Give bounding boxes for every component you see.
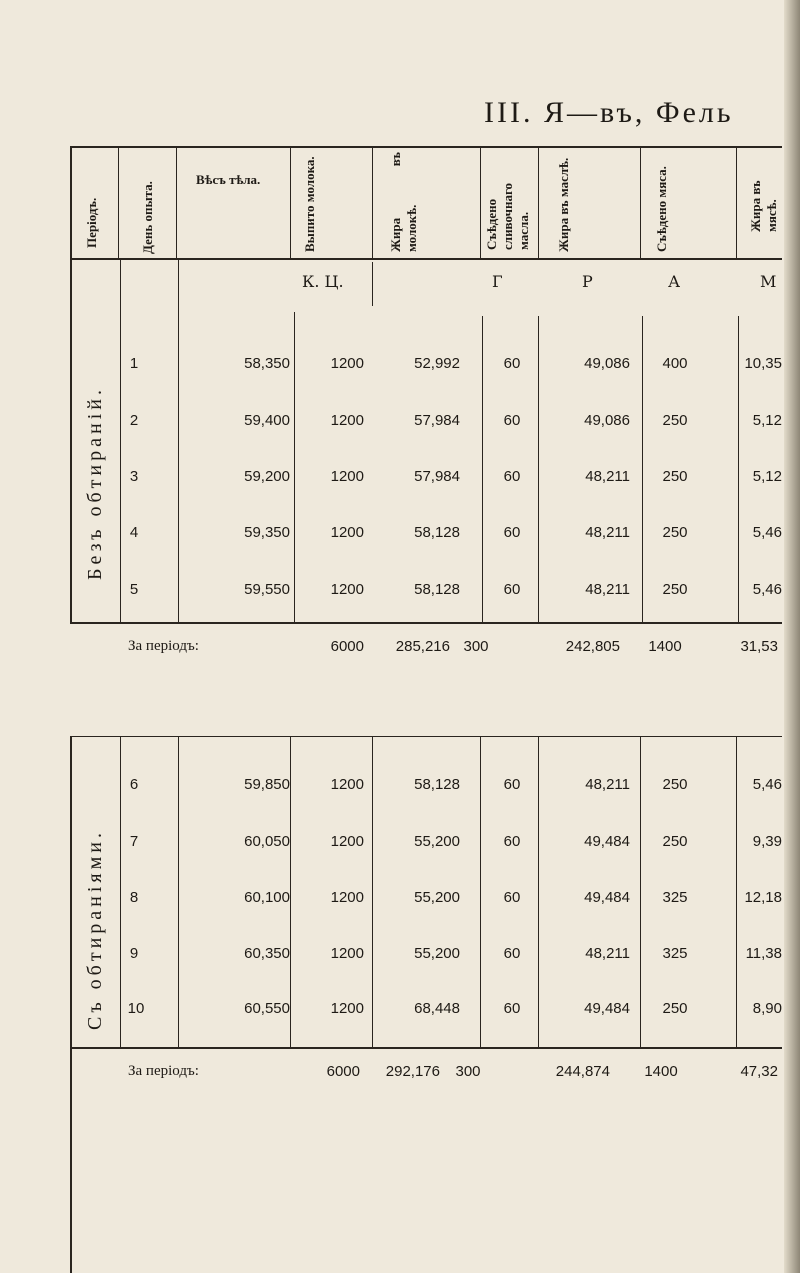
rule-period1-total — [70, 622, 782, 624]
cell-meat-fat: 12,18 — [744, 889, 782, 906]
cell-butter-fat: 48,211 — [585, 581, 630, 598]
rule-col-v — [640, 736, 641, 1047]
cell-weight: 60,050 — [244, 833, 290, 850]
total-butter-fat: 244,874 — [555, 1063, 610, 1080]
rule-col-v — [176, 146, 177, 258]
cell-day: 3 — [129, 468, 139, 485]
total-label: За періодъ: — [128, 1063, 199, 1079]
rule-col-v — [482, 316, 483, 622]
rule-col-v — [294, 312, 295, 622]
header-period: Періодъ. — [84, 197, 99, 248]
cell-milk-fat: 57,984 — [414, 468, 460, 485]
rule-col-v — [178, 260, 179, 622]
total-milk: 6000 — [326, 1063, 360, 1080]
cell-weight: 59,400 — [244, 412, 290, 429]
rule-col-v — [70, 260, 72, 622]
cell-meat-fat: 10,35 — [744, 355, 782, 372]
cell-day: 8 — [129, 889, 139, 906]
cell-milk-fat: 57,984 — [414, 412, 460, 429]
rule-col-v — [290, 736, 291, 1047]
period2-label: Съ обтираніями. — [84, 829, 106, 1030]
cell-milk: 1200 — [330, 412, 364, 429]
unit-g3: А — [668, 272, 681, 291]
cell-milk: 1200 — [330, 581, 364, 598]
cell-day: 2 — [129, 412, 139, 429]
rule-col-v — [642, 316, 643, 622]
header-milk-fat: Жира въ молокѣ. — [388, 152, 419, 252]
cell-milk: 1200 — [330, 833, 364, 850]
cell-weight: 59,350 — [244, 524, 290, 541]
total-butter-fat: 242,805 — [565, 638, 620, 655]
cell-meat-fat: 5,46 — [752, 776, 782, 793]
unit-g4: М — [760, 272, 777, 291]
rule-header-bottom — [70, 258, 782, 260]
cell-butter-fat: 49,484 — [584, 889, 630, 906]
rule-col-v — [640, 146, 641, 258]
rule-col-v — [538, 146, 539, 258]
rule-col-v — [290, 146, 291, 258]
total-milk-fat: 285,216 — [395, 638, 450, 655]
rule-col-v — [120, 260, 121, 622]
cell-day: 10 — [127, 1000, 145, 1017]
total-milk-fat: 292,176 — [385, 1063, 440, 1080]
cell-butter-fat: 48,211 — [585, 524, 630, 541]
cell-milk-fat: 58,128 — [414, 581, 460, 598]
cell-day: 9 — [129, 945, 139, 962]
cell-milk-fat: 55,200 — [414, 833, 460, 850]
unit-kc: К. Ц. — [302, 272, 344, 291]
header-meat: Съѣдено мяса. — [654, 166, 669, 252]
cell-meat: 250 — [662, 1000, 688, 1017]
rule-period2-top — [70, 736, 782, 737]
page-edge-shadow — [784, 0, 800, 1273]
cell-milk: 1200 — [330, 889, 364, 906]
cell-weight: 59,550 — [244, 581, 290, 598]
cell-butter-fat: 48,211 — [585, 468, 630, 485]
rule-period2-total — [70, 1047, 782, 1049]
cell-meat: 400 — [662, 355, 688, 372]
cell-weight: 58,350 — [244, 355, 290, 372]
cell-butter-fat: 48,211 — [585, 945, 630, 962]
cell-milk: 1200 — [330, 355, 364, 372]
header-butter-fat: Жира въ маслѣ. — [556, 157, 571, 252]
unit-g1: Г — [492, 272, 503, 291]
cell-weight: 59,850 — [244, 776, 290, 793]
cell-butter-fat: 49,484 — [584, 1000, 630, 1017]
cell-butter: 60 — [503, 468, 521, 485]
total-meat: 1400 — [648, 638, 682, 655]
cell-butter: 60 — [503, 889, 521, 906]
rule-col-v — [372, 146, 373, 258]
cell-butter: 60 — [503, 833, 521, 850]
cell-meat-fat: 5,46 — [752, 581, 782, 598]
header-day: День опыта. — [140, 181, 155, 254]
rule-col-v — [372, 262, 373, 306]
total-label: За періодъ: — [128, 638, 199, 654]
cell-day: 4 — [129, 524, 139, 541]
cell-day: 1 — [129, 355, 139, 372]
cell-meat: 250 — [662, 412, 688, 429]
cell-meat-fat: 5,12 — [752, 468, 782, 485]
cell-weight: 60,100 — [244, 889, 290, 906]
cell-milk: 1200 — [330, 1000, 364, 1017]
cell-butter-fat: 48,211 — [585, 776, 630, 793]
period1-label: Безъ обтираній. — [84, 386, 106, 580]
cell-butter: 60 — [503, 412, 521, 429]
cell-milk-fat: 55,200 — [414, 889, 460, 906]
cell-day: 6 — [129, 776, 139, 793]
cell-meat-fat: 5,12 — [752, 412, 782, 429]
total-meat-fat: 31,53 — [740, 638, 778, 655]
header-weight: Вѣсъ тѣла. — [196, 172, 261, 187]
rule-col-v — [538, 736, 539, 1047]
cell-weight: 60,350 — [244, 945, 290, 962]
cell-meat-fat: 11,38 — [745, 945, 782, 962]
cell-milk-fat: 52,992 — [414, 355, 460, 372]
cell-meat: 325 — [662, 889, 688, 906]
total-meat: 1400 — [644, 1063, 678, 1080]
header-butter: Съѣдено сливочнаго масла. — [484, 182, 531, 250]
cell-meat: 250 — [662, 581, 688, 598]
cell-milk-fat: 58,128 — [414, 524, 460, 541]
cell-day: 7 — [129, 833, 139, 850]
cell-milk: 1200 — [330, 524, 364, 541]
cell-meat: 325 — [662, 945, 688, 962]
page-title: III. Я—въ, Фель — [484, 96, 734, 129]
cell-milk: 1200 — [330, 776, 364, 793]
unit-g2: Р — [582, 272, 593, 291]
cell-milk: 1200 — [330, 945, 364, 962]
rule-col-v — [70, 146, 72, 258]
total-butter: 300 — [455, 1063, 481, 1080]
cell-meat-fat: 8,90 — [752, 1000, 782, 1017]
rule-col-v — [120, 736, 121, 1047]
cell-milk-fat: 68,448 — [414, 1000, 460, 1017]
rule-col-v — [372, 736, 373, 1047]
header-milk: Выпито молока. — [302, 156, 317, 252]
cell-butter: 60 — [503, 776, 521, 793]
cell-butter: 60 — [503, 581, 521, 598]
cell-meat-fat: 5,46 — [752, 524, 782, 541]
cell-butter: 60 — [503, 945, 521, 962]
rule-col-v — [178, 736, 179, 1047]
total-meat-fat: 47,32 — [740, 1063, 778, 1080]
cell-weight: 59,200 — [244, 468, 290, 485]
cell-milk: 1200 — [330, 468, 364, 485]
cell-butter: 60 — [503, 355, 521, 372]
rule-col-v — [480, 736, 481, 1047]
rule-col-v — [70, 736, 72, 1273]
cell-butter-fat: 49,086 — [584, 355, 630, 372]
cell-butter-fat: 49,484 — [584, 833, 630, 850]
rule-col-v — [538, 316, 539, 622]
cell-meat: 250 — [662, 833, 688, 850]
rule-col-v — [118, 146, 119, 258]
total-butter: 300 — [463, 638, 489, 655]
cell-milk-fat: 58,128 — [414, 776, 460, 793]
cell-weight: 60,550 — [244, 1000, 290, 1017]
cell-meat: 250 — [662, 524, 688, 541]
cell-day: 5 — [129, 581, 139, 598]
cell-meat-fat: 9,39 — [752, 833, 782, 850]
cell-meat: 250 — [662, 776, 688, 793]
header-meat-fat: Жира въ мясѣ. — [748, 180, 779, 232]
cell-butter: 60 — [503, 1000, 521, 1017]
rule-col-v — [736, 146, 737, 258]
cell-milk-fat: 55,200 — [414, 945, 460, 962]
total-milk: 6000 — [330, 638, 364, 655]
cell-butter: 60 — [503, 524, 521, 541]
rule-col-v — [480, 146, 481, 258]
cell-meat: 250 — [662, 468, 688, 485]
cell-butter-fat: 49,086 — [584, 412, 630, 429]
